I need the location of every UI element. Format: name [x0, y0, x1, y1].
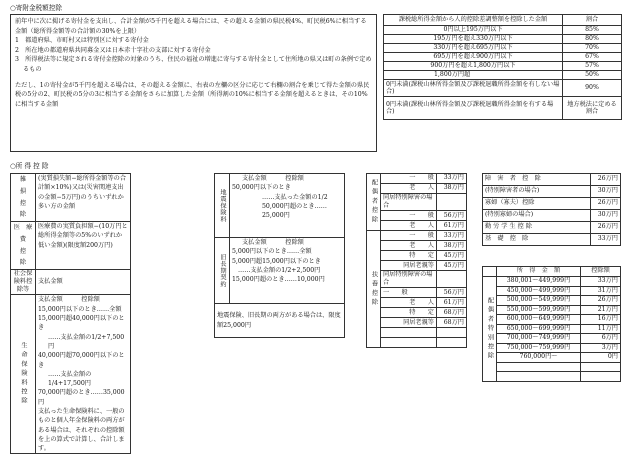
special-row-range: 650,000〜699,999円 [497, 324, 581, 334]
other-row-label: (特別寡婦の場合) [483, 210, 591, 222]
spouse-label: 配偶者控除 [367, 174, 381, 231]
family-row-label: 老 人 [381, 298, 437, 308]
family-row-label: 同居特別障害の場合 [381, 194, 437, 211]
rate-table-cell: 85% [563, 26, 622, 35]
rate-table-cell: 90% [563, 80, 622, 97]
life-insurance-text [36, 295, 131, 454]
special-spouse-label: 配偶者特別控除 [483, 277, 497, 382]
special-row-range: 450,000〜499,999円 [497, 286, 581, 296]
life-line: 15,000円超40,000円以下のとき [38, 315, 125, 332]
life-line: 15,000円以下のとき……全額 [38, 305, 122, 313]
other-row-amount: 33万円 [591, 234, 621, 246]
rate-table-row: 1,800万円超 [384, 71, 563, 80]
social-insurance-text: 支払金額 [36, 270, 131, 295]
family-row-amount [437, 271, 467, 288]
special-row-range [497, 362, 581, 372]
special-row-range: 600,000〜649,999円 [497, 315, 581, 325]
eq-line: ……支払金額の1/2+2,500円 [238, 266, 321, 274]
family-row-amount: 45万円 [437, 251, 467, 261]
other-row-amount: 30万円 [591, 186, 621, 198]
other-row-label: 障 害 者 控 除 [483, 174, 591, 186]
casualty-loss-label [11, 174, 39, 222]
special-row-amount [581, 372, 621, 382]
eq-line: 5,000円超15,000円以下のとき [232, 257, 321, 265]
eq-label-2: 旧長期契約 [215, 238, 230, 304]
rate-table-cell: 地方税法に定める割合 [563, 97, 622, 120]
medical-label [11, 222, 45, 270]
special-row-amount: 33万円 [581, 277, 621, 287]
family-row-label: 同居特別障害の場合 [381, 271, 437, 288]
family-row-amount: 61万円 [437, 298, 467, 308]
eq-note: 地震保険、旧長期の両方がある場合は、限度額25,000円 [215, 304, 345, 338]
special-row-amount: 11万円 [581, 324, 621, 334]
life-line: ……支払金額の1/2+7,500円 [48, 333, 125, 350]
family-row-amount: 68万円 [437, 308, 467, 318]
special-row-amount: 31万円 [581, 286, 621, 296]
family-row-label [381, 328, 437, 338]
blank-cell [483, 267, 497, 277]
eq-head2: 支払金額 控除額 [242, 239, 304, 246]
special-spouse-header: 所 得 金 額 [497, 267, 581, 277]
family-row-label: 特 定 [381, 251, 437, 261]
special-row-amount: 21万円 [581, 305, 621, 315]
rate-table-cell: 67% [563, 53, 622, 62]
family-row-amount: 38万円 [437, 241, 467, 251]
casualty-loss-label-a: 雑 損 [19, 176, 39, 195]
other-row-label: 寡婦（寡夫）控除 [483, 198, 591, 210]
donation-item-3: 3 所得税法等に規定される寄付金控除の対象のうち、住民の福祉の増進に寄与する寄付金として住所地の県又は町の条例で定めるもの [15, 56, 372, 74]
family-row-label [381, 338, 437, 348]
special-row-amount: 26万円 [581, 296, 621, 306]
eq-line: 15,000円超のとき……10,000円 [232, 276, 325, 284]
casualty-loss-label-b: 控 除 [19, 199, 39, 219]
special-row-amount: 3万円 [581, 343, 621, 353]
family-row-amount: 56万円 [437, 211, 467, 221]
eq-line: ……支払った金額の1/2 [262, 193, 328, 201]
other-row-label: 基 礎 控 除 [483, 234, 591, 246]
special-row-amount [581, 362, 621, 372]
rate-table-row: 330万円を超え695万円以下 [384, 44, 563, 53]
other-deductions-table [482, 173, 621, 246]
donation-note: ただし、1の寄付金が5千円を超える場合は、その超える金額に、右表の左欄の区分に応じて右欄の割合を乗じて得た金額の県民税の5分の2、町民税の5分の3に相当する金額をさらに加算した金額（所得割の10%に相当する金額を超えるときは、その10%に相当する金額 [15, 81, 370, 108]
special-row-amount: 0円 [581, 353, 621, 363]
casualty-loss-text: (実質損失額−総所得金額等の合計額×10%)又は(災害関連支出の金額−5万円)のうちいずれか多い方の金額 [36, 174, 131, 222]
family-row-amount: 33万円 [437, 231, 467, 241]
special-row-amount: 16万円 [581, 315, 621, 325]
rate-table-row: 0円未満(課税山林所得金額及び課税退職所得金額を有する場合) [384, 97, 563, 120]
medical-text: 医療費の実質負担額−(10万円と総所得金額等の5%のいずれか低い金額)(限度額200万円) [36, 222, 131, 270]
eq-body-1 [230, 174, 345, 238]
family-row-amount [437, 338, 467, 348]
rate-table-cell: 80% [563, 35, 622, 44]
life-insurance-label: 生命保険料控除 [11, 295, 36, 454]
special-row-range: 700,000〜749,999円 [497, 334, 581, 344]
eq-line: 50,000円以下のとき [232, 184, 291, 192]
earthquake-insurance-table [214, 173, 345, 338]
donation-paragraph: 前年中に次に掲げる寄付金を支出し、合計金額が5千円を超える場合には、その超える金額の県民税4%、町民税6%に相当する金額（総所得金額等の合計額の30%を上限） [15, 18, 367, 35]
special-row-range: 760,000円〜 [497, 353, 581, 363]
life-line: ……支払金額の1/4+17,500円 [48, 370, 92, 388]
family-row-label: 一 般 [381, 231, 437, 241]
family-row-label: 老 人 [381, 241, 437, 251]
other-row-amount: 26万円 [591, 174, 621, 186]
donation-rate-table [383, 14, 622, 120]
family-row-amount: 45万円 [437, 261, 467, 271]
eq-line: 50,000円超のとき……25,000円 [262, 202, 327, 220]
eq-body-2 [230, 238, 345, 304]
eq-head: 支払金額 控除額 [242, 175, 304, 182]
rate-table-row: 900万円を超え1,800万円以下 [384, 62, 563, 71]
family-row-label: 老 人 [381, 221, 437, 231]
spouse-dependent-table [366, 173, 467, 348]
rate-table-row: 195万円を超え330万円以下 [384, 35, 563, 44]
life-line: 40,000円超70,000円以下のとき [38, 352, 125, 369]
other-row-label: 勤 労 学 生 控 除 [483, 222, 591, 234]
life-line: 支払金額 控除額 [38, 296, 100, 304]
rate-table-cell: 50% [563, 71, 622, 80]
family-row-label: 一 般 [381, 174, 437, 184]
other-row-amount: 30万円 [591, 210, 621, 222]
medical-label-b: 控 除 [19, 247, 45, 267]
family-row-label: 一 般 [381, 211, 437, 221]
special-spouse-table [482, 266, 621, 382]
family-row-amount: 68万円 [437, 318, 467, 328]
rate-table-row: 0円以上195万円以下 [384, 26, 563, 35]
family-row-label: 同居老親等 [381, 318, 437, 328]
family-row-label: 同居老親等 [381, 261, 437, 271]
other-row-label: (特別障害者の場合) [483, 186, 591, 198]
special-row-range: 380,001〜449,999円 [497, 277, 581, 287]
life-line: 支払った生命保険料に、一般のものと個人年金保険料の両方がある場合は、それぞれの控除額を上の算式で計算し、合計します。 [38, 408, 125, 453]
eq-label-1: 地震保険料 [215, 174, 230, 238]
family-row-amount: 33万円 [437, 174, 467, 184]
family-row-label: 老 人 [381, 184, 437, 194]
rate-table-header: 割合 [563, 15, 622, 26]
social-insurance-label: 社会保険料控除等 [11, 270, 36, 295]
medical-label-a: 医 療 費 [13, 224, 39, 243]
family-row-amount [437, 328, 467, 338]
dependent-label: 扶養控除 [367, 231, 381, 348]
family-row-label: 一 般 [381, 288, 437, 298]
special-spouse-header: 控除額 [581, 267, 621, 277]
rate-table-cell: 70% [563, 44, 622, 53]
section-title-income-deduction: ○所 得 控 除 [10, 162, 49, 170]
special-row-range: 500,000〜549,999円 [497, 296, 581, 306]
other-row-amount: 26万円 [591, 222, 621, 234]
special-row-range [497, 372, 581, 382]
deduction-left-table [10, 173, 131, 454]
eq-line: 5,000円以下のとき……全額 [232, 248, 312, 256]
rate-table-cell: 57% [563, 62, 622, 71]
donation-text-box [10, 14, 377, 152]
donation-item-1: 1 都道府県、市町村又は特別区に対する寄付金 [15, 37, 149, 45]
special-row-range: 750,000〜759,999円 [497, 343, 581, 353]
family-row-amount: 61万円 [437, 221, 467, 231]
family-row-label: 特 定 [381, 308, 437, 318]
other-row-amount: 26万円 [591, 198, 621, 210]
family-row-amount: 56万円 [437, 288, 467, 298]
life-line: 70,000円超のとき……35,000円 [38, 389, 125, 406]
special-row-range: 550,000〜599,999円 [497, 305, 581, 315]
rate-table-header: 課税総所得金額から人的控除差調整額を控除した金額 [384, 15, 563, 26]
special-row-amount: 6万円 [581, 334, 621, 344]
section-title-donation: ○寄附金税額控除 [10, 4, 62, 12]
family-row-amount: 38万円 [437, 184, 467, 194]
donation-item-2: 2 所在地の都道府県共同募金又は日本赤十字社の支部に対する寄付金 [15, 46, 211, 54]
rate-table-row: 695万円を超え900万円以下 [384, 53, 563, 62]
family-row-amount [437, 194, 467, 211]
rate-table-row: 0円未満(課税山林所得金額及び課税退職所得金額を有しない場合) [384, 80, 563, 97]
